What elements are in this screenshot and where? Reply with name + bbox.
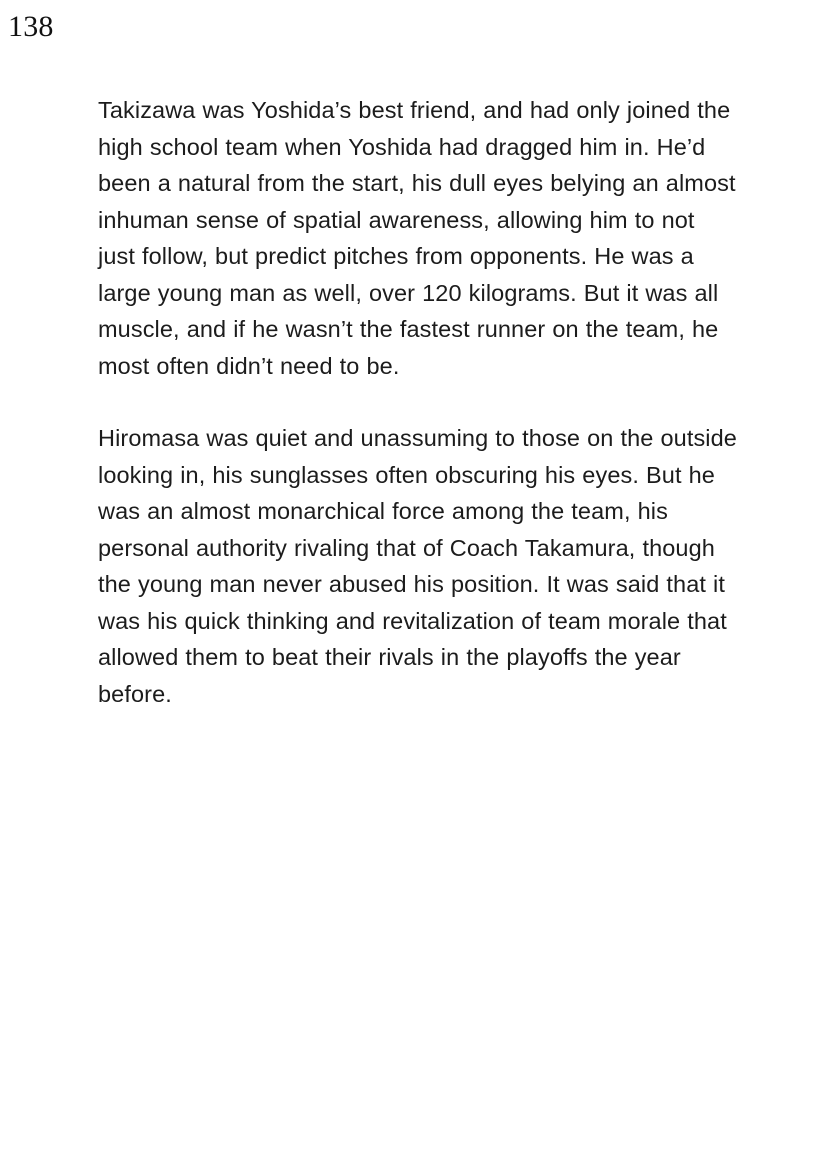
paragraph: Hiromasa was quiet and unassuming to those on the outside looking in, his sunglasses often obscuring his eyes. But he was an almost monarchical force among the team, his personal authority rivaling that of Coach Takamura, though the young man never abused his position. It was said that it was his quick thinking and revitalization of team morale that allowed them to beat their rivals in the playoffs the year before. xyxy=(98,425,737,707)
page-number: 138 xyxy=(8,10,54,43)
paragraph: Takizawa was Yoshida’s best friend, and had only joined the high school team when Yoshida had dragged him in. He’d been a natural from the start, his dull eyes belying an almost inhuman sense of spatial awareness, allowing him to not just follow, but predict pitches from opponents. He was a large young man as well, over 120 kilograms. But it was all muscle, and if he wasn’t the fastest runner on the team, he most often didn’t need to be. xyxy=(98,97,736,379)
page-body-text xyxy=(98,92,738,712)
